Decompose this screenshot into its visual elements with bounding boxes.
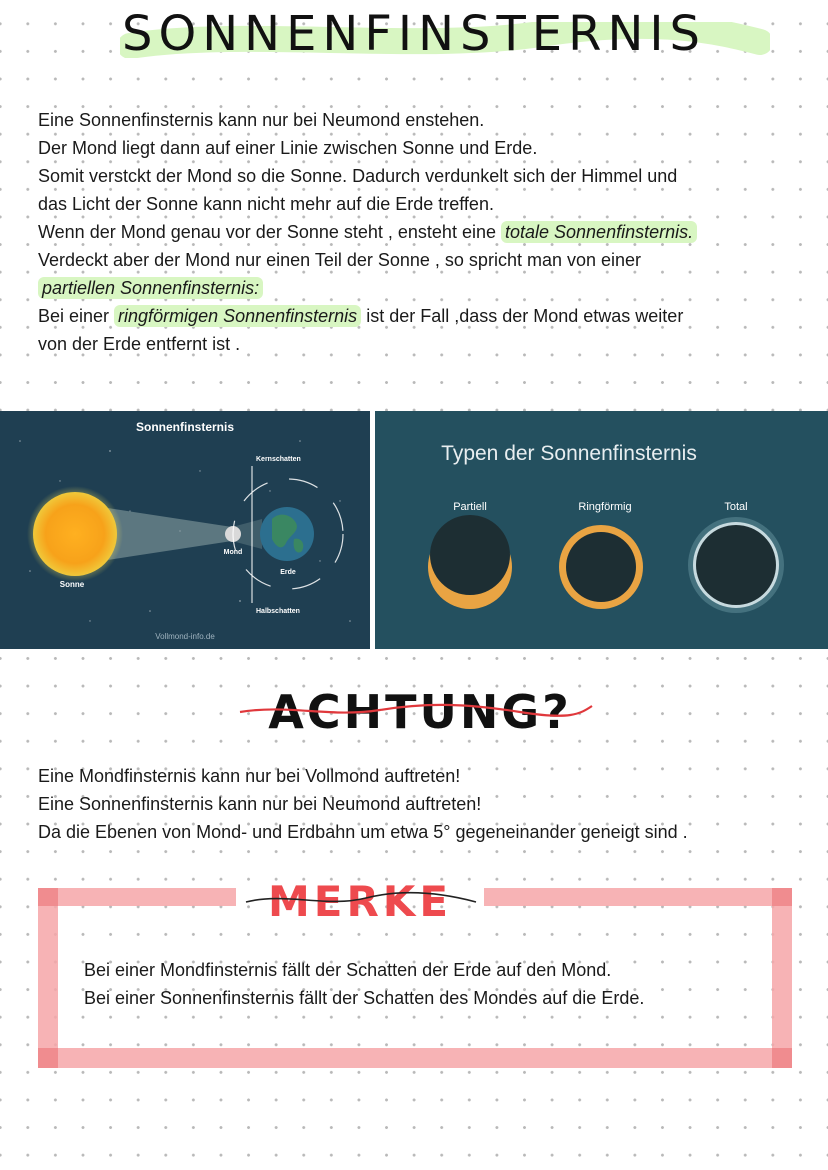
intro-text: Bei einer: [38, 306, 115, 326]
type-label-total: Total: [724, 501, 748, 513]
merke-line: Bei einer Sonnenfinsternis fällt der Schatten des Mondes auf die Erde.: [84, 988, 645, 1008]
achtung-line: Eine Sonnenfinsternis kann nur bei Neumond auftreten!: [38, 794, 482, 814]
types-title: Typen der Sonnenfinsternis: [441, 442, 697, 465]
earth-label: Erde: [280, 569, 296, 576]
achtung-heading: [230, 684, 610, 746]
type-label-ringfoermig: Ringförmig: [578, 501, 632, 513]
highlight-ringfoermigen: ringförmigen Sonnenfinsternis: [114, 305, 361, 327]
intro-line: von der Erde entfernt ist .: [38, 334, 241, 354]
eclipse-types: [375, 411, 828, 649]
intro-line: Somit verstckt der Mond so die Sonne. Dadurch verdunkelt sich der Himmel und: [38, 166, 678, 186]
moon-label: Mond: [223, 549, 243, 556]
diagram-title: Sonnenfinsternis: [135, 420, 235, 434]
kernschatten-label: Kernschatten: [256, 456, 301, 463]
intro-line: [38, 274, 798, 302]
sun-label: Sonne: [59, 580, 85, 589]
total-eclipse-moon: [696, 525, 776, 605]
intro-line: Der Mond liegt dann auf einer Linie zwischen Sonne und Erde.: [38, 138, 538, 158]
eclipse-diagram: [0, 411, 370, 649]
intro-line: [38, 302, 798, 330]
merke-line: Bei einer Mondfinsternis fällt der Schatten der Erde auf den Mond.: [84, 960, 612, 980]
intro-text: ist der Fall ,dass der Mond etwas weiter: [361, 306, 684, 326]
achtung-title: ACHTUNG?: [268, 685, 572, 739]
intro-text: Wenn der Mond genau vor der Sonne steht , ensteht eine: [38, 222, 501, 242]
achtung-line: Da die Ebenen von Mond- und Erdbahn um etwa 5° gegeneinander geneigt sind .: [38, 822, 688, 842]
achtung-paragraph: [38, 762, 798, 846]
intro-paragraph: [38, 106, 798, 358]
intro-line: das Licht der Sonne kann nicht mehr auf die Erde treffen.: [38, 194, 494, 214]
partial-eclipse-moon: [430, 515, 510, 595]
intro-line: [38, 218, 798, 246]
intro-line: Eine Sonnenfinsternis kann nur bei Neumond enstehen.: [38, 110, 485, 130]
annular-eclipse-moon: [566, 532, 636, 602]
highlight-partiellen: partiellen Sonnenfinsternis:: [38, 277, 263, 299]
page-title: SONNENFINSTERNIS: [122, 6, 706, 62]
sun-icon: [33, 492, 117, 576]
merke-title: MERKE: [267, 878, 453, 926]
eclipse-types-image: [375, 411, 828, 649]
achtung-line: Eine Mondfinsternis kann nur bei Vollmond auftreten!: [38, 766, 461, 786]
merke-paragraph: [84, 956, 784, 1012]
eclipse-diagram-image: [0, 411, 370, 649]
halbschatten-label: Halbschatten: [256, 608, 300, 615]
type-label-partiell: Partiell: [453, 501, 487, 513]
highlight-totale: totale Sonnenfinsternis.: [501, 221, 697, 243]
diagram-credit: Vollmond-info.de: [155, 632, 215, 641]
intro-line: Verdeckt aber der Mond nur einen Teil der Sonne , so spricht man von einer: [38, 250, 642, 270]
